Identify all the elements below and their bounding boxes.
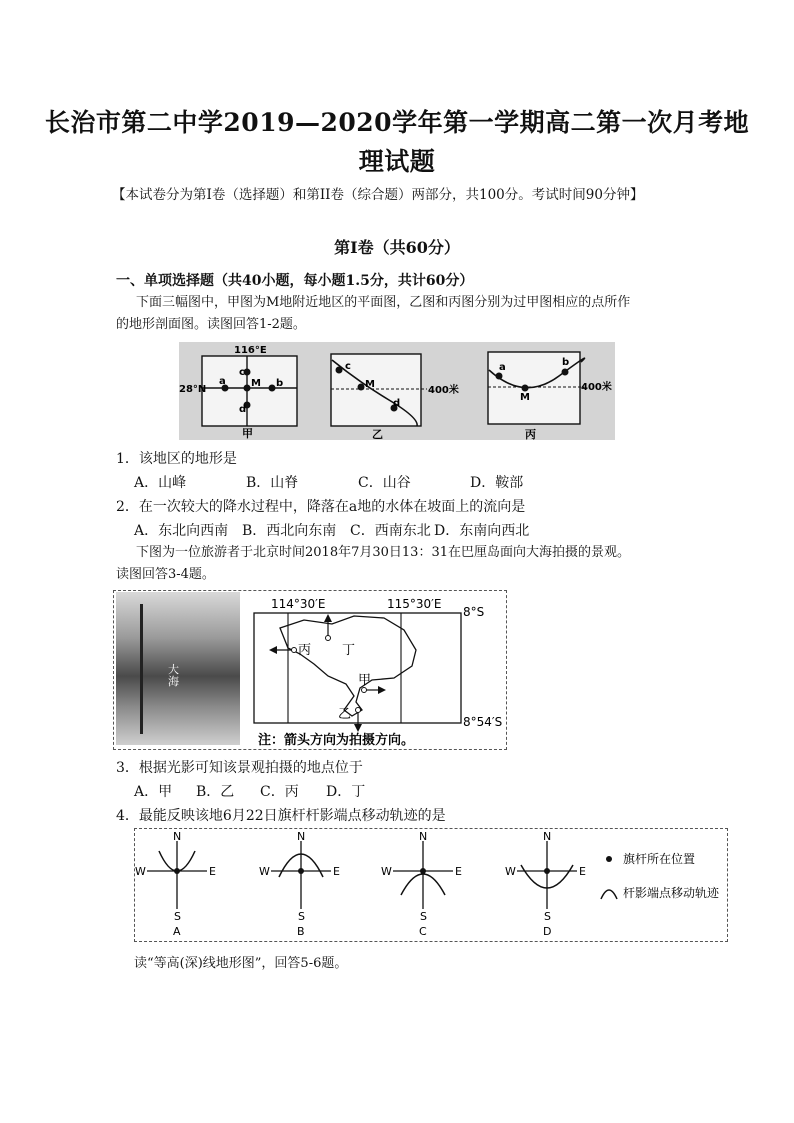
yi-point-c: c (345, 361, 351, 372)
q1-options (134, 472, 582, 492)
part-title: 一、单项选择题（共40小题，每小题1.5分，共计60分） (116, 273, 474, 289)
q1-option-b: B．山脊 (246, 475, 299, 491)
letter-d: D (543, 925, 552, 938)
dir-n: N (297, 830, 306, 843)
dir-n: N (173, 830, 182, 843)
dir-s: S (420, 910, 427, 923)
caption-bing: 丙 (525, 428, 536, 440)
q2-options (134, 520, 554, 540)
letter-a: A (173, 925, 181, 938)
intro-1 (116, 292, 630, 336)
intro-1-line2: 的地形剖面图。读图回答1-2题。 (116, 317, 306, 332)
bing-point-m: M (520, 392, 530, 403)
exam-note: 【本试卷分为第I卷（选择题）和第II卷（综合题）两部分，共100分。考试时间90分钟】 (112, 187, 644, 203)
dir-w: W (259, 865, 270, 878)
point-c: c (239, 367, 245, 378)
q2-option-c: C．西南东北 (350, 523, 431, 539)
dir-w: W (135, 865, 146, 878)
dir-s: S (298, 910, 305, 923)
lon-label: 116°E (234, 345, 267, 356)
dir-n: N (419, 830, 428, 843)
q4-stem: 4．最能反映该地6月22日旗杆杆影端点移动轨迹的是 (116, 808, 446, 824)
legend-pole-icon (606, 856, 612, 862)
point-a: a (219, 376, 226, 387)
flagpole (140, 604, 143, 734)
point-m: M (251, 378, 261, 389)
bing-elev: 400米 (581, 382, 612, 393)
yi-elev: 400米 (428, 385, 459, 396)
caption-yi: 乙 (372, 428, 383, 440)
place-jia: 甲 (358, 673, 372, 688)
q3-stem: 3．根据光影可知该景观拍摄的地点位于 (116, 760, 363, 776)
exam-title-line2: 理试题 (358, 147, 436, 176)
q2-option-a: A．东北向西南 (134, 523, 229, 539)
map-lat1: 8°S (463, 605, 485, 619)
q1-option-a: A．山峰 (134, 475, 187, 491)
letter-c: C (419, 925, 427, 938)
legend-pole-label: 旗杆所在位置 (623, 852, 696, 866)
point-d: d (239, 404, 247, 415)
figure-terrain-profiles (179, 342, 615, 440)
map-note: 注：箭头方向为拍摄方向。 (258, 733, 415, 748)
q2-stem: 2．在一次较大的降水过程中，降落在a地的水体在坡面上的流向是 (116, 499, 526, 515)
place-ding: 丁 (342, 643, 356, 658)
letter-b: B (297, 925, 305, 938)
shadow-diagrams (135, 829, 725, 940)
dir-e: E (579, 865, 586, 878)
q3-option-a: A．甲 (134, 784, 173, 800)
intro-2-line1: 下图为一位旅游者于北京时间2018年7月30日13：31在巴厘岛面向大海拍摄的景观。 (136, 545, 630, 560)
intro-1-line1: 下面三幅图中，甲图为M地附近地区的平面图，乙图和丙图分别为过甲图相应的点所作 (136, 295, 631, 310)
q3-option-b: B．乙 (196, 784, 235, 800)
caption-jia: 甲 (242, 427, 253, 440)
place-bing: 丙 (298, 643, 312, 658)
photo-sea-label: 大海 (168, 663, 179, 688)
q1-stem: 1．该地区的地形是 (116, 451, 237, 467)
yi-point-d: d (393, 398, 401, 409)
dir-s: S (544, 910, 551, 923)
dir-e: E (455, 865, 462, 878)
intro-2-line2: 读图回答3-4题。 (116, 567, 215, 582)
q2-option-b: B．西北向东南 (242, 523, 337, 539)
section-title: 第I卷（共60分） (334, 238, 460, 257)
intro-3: 读“等高(深)线地形图”，回答5-6题。 (134, 956, 348, 971)
legend-track-icon (601, 890, 617, 899)
legend (601, 851, 720, 900)
dir-n: N (543, 830, 552, 843)
dir-w: W (381, 865, 392, 878)
map-lon2: 115°30′E (387, 597, 442, 611)
q3-option-c: C．丙 (260, 784, 299, 800)
exam-title-line1: 长治市第二中学2019—2020学年第一学期高二第一次月考地 (44, 108, 750, 137)
point-b: b (276, 378, 284, 389)
compass-d (505, 830, 586, 938)
compass-b (259, 830, 340, 938)
intro-2 (116, 542, 630, 586)
q2-option-d: D．东南向西北 (434, 523, 530, 539)
q1-option-d: D．鞍部 (470, 475, 524, 491)
dir-e: E (209, 865, 216, 878)
dir-s: S (174, 910, 181, 923)
bing-point-b: b (562, 357, 570, 368)
legend-track-label: 杆影端点移动轨迹 (623, 886, 720, 900)
dir-e: E (333, 865, 340, 878)
q3-options (134, 781, 390, 801)
map-lon1: 114°30′E (271, 597, 326, 611)
q3-option-d: D．丁 (326, 784, 366, 800)
yi-point-m: M (365, 379, 375, 390)
q1-option-c: C．山谷 (358, 475, 411, 491)
landscape-photo (116, 592, 240, 745)
bing-point-a: a (499, 362, 506, 373)
lat-label: 28°N (179, 384, 207, 395)
map-lat2: 8°54′S (463, 715, 502, 729)
place-yi: 乙 (338, 707, 352, 722)
bali-map (244, 592, 502, 748)
dir-w: W (505, 865, 516, 878)
compass-a (135, 830, 216, 938)
compass-c (381, 830, 462, 938)
